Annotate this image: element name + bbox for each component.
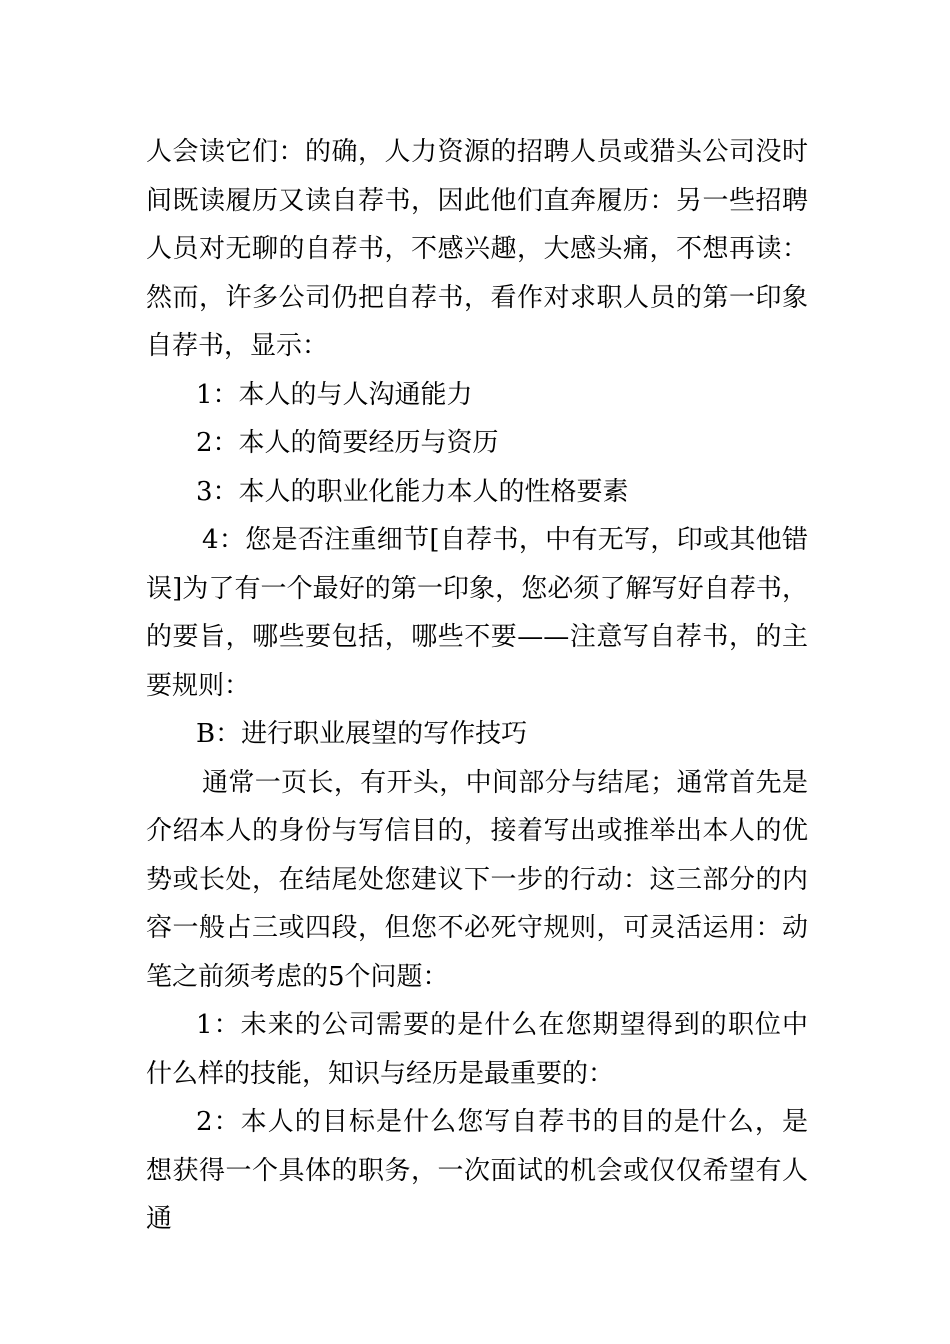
question-2: 2：本人的目标是什么您写自荐书的目的是什么，是想获得一个具体的职务，一次面试的机会或仅仅希望有人通	[146, 1107, 808, 1234]
paragraph-intro: 人会读它们：的确，人力资源的招聘人员或猎头公司没时间既读履历又读自荐书，因此他们直奔履历：另一些招聘人员对无聊的自荐书，不感兴趣，大感头痛，不想再读：然而，许多公司仍把自荐书，看作对求职人员的第一印象自荐书，显示：	[146, 137, 808, 361]
section-heading-b: B：进行职业展望的写作技巧	[196, 719, 528, 749]
list-item-4: 4：您是否注重细节[自荐书，中有无写，印或其他错误]为了有一个最好的第一印象，您必须了解写好自荐书，的要旨，哪些要包括，哪些不要——注意写自荐书，的主要规则：	[146, 525, 808, 701]
list-item-3: 3：本人的职业化能力本人的性格要素	[196, 476, 629, 507]
document-body	[146, 128, 808, 1244]
paragraph-structure: 通常一页长，有开头，中间部分与结尾；通常首先是介绍本人的身份与写信目的，接着写出或推举出本人的优势或长处，在结尾处您建议下一步的行动：这三部分的内容一般占三或四段，但您不必死守规则，可灵活运用：动笔之前须考虑的5个问题：	[146, 767, 808, 992]
question-1: 1：未来的公司需要的是什么在您期望得到的职位中什么样的技能，知识与经历是最重要的：	[146, 1010, 808, 1089]
list-item-1: 1：本人的与人沟通能力	[196, 379, 473, 410]
list-item-2: 2：本人的简要经历与资历	[196, 428, 499, 458]
